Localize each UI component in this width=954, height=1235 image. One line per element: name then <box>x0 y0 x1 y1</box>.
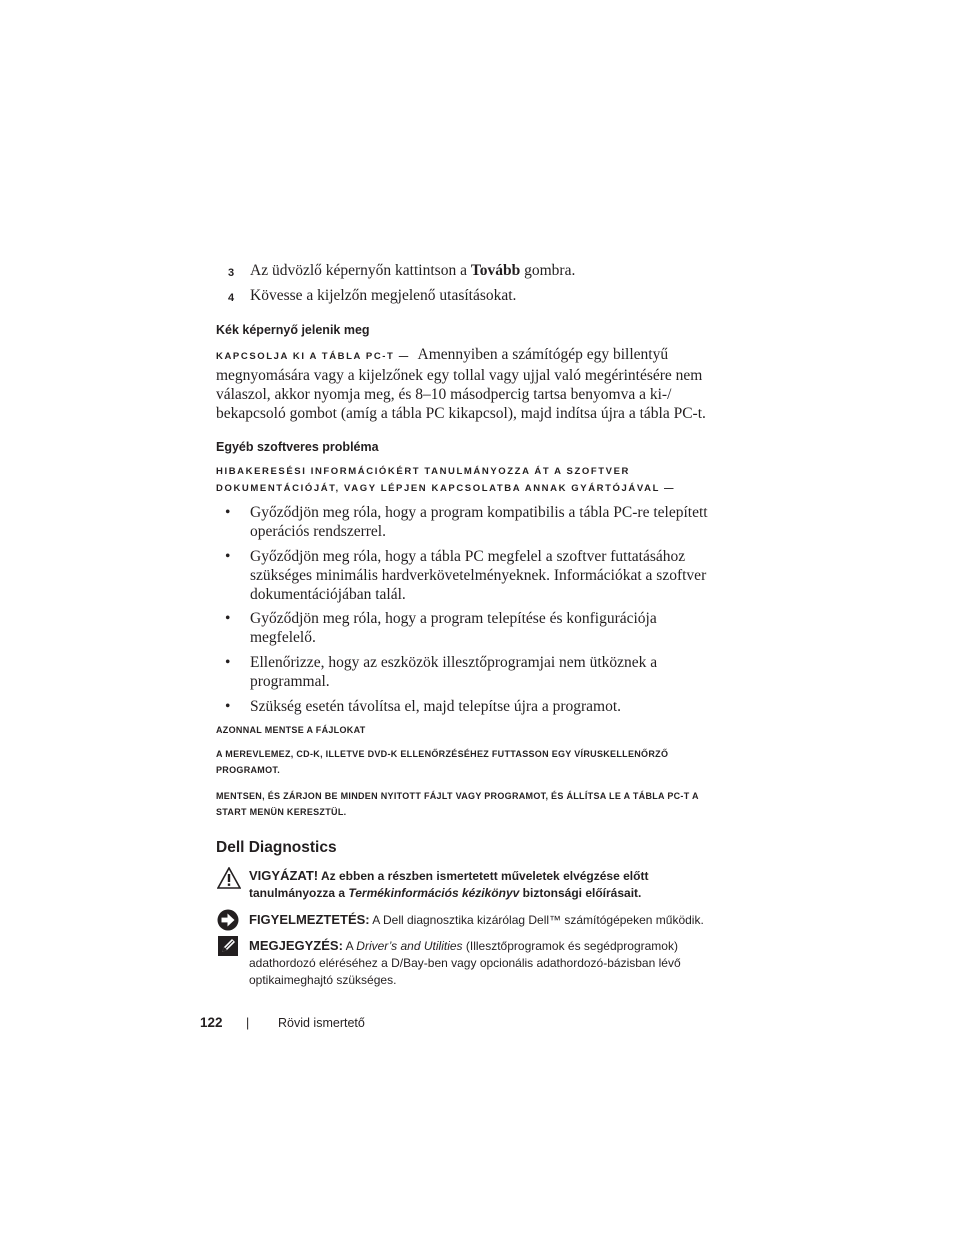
lead-in-line: DOKUMENTÁCIÓJÁT, VAGY LÉPJEN KAPCSOLATBA ANNAK GYÁRTÓJÁVAL — <box>216 483 676 494</box>
step-number: 3 <box>228 267 235 279</box>
step-bold-term: Tovább <box>470 262 521 279</box>
step-number: 4 <box>228 292 235 304</box>
section-heading-blue-screen: Kék képernyő jelenik meg <box>216 323 370 337</box>
caution-text: Az ebben a részben ismertetett műveletek elvégzése előtt <box>318 869 649 883</box>
notice-note <box>249 911 719 929</box>
notice-arrow-icon <box>217 909 241 931</box>
instruction-shutdown <box>216 788 716 820</box>
instruction-virus-scan <box>216 746 716 778</box>
instruction-save-files <box>216 722 716 738</box>
caution-text: biztonsági előírásait. <box>519 886 642 900</box>
caution-text: tanulmányozza a <box>249 886 349 900</box>
bullet-line: Győződjön meg róla, hogy a tábla PC megfelel a szoftver futtatásához <box>250 548 686 565</box>
bullet-line: Ellenőrizze, hogy az eszközök illesztőprogramjai nem ütköznek a <box>250 654 658 671</box>
step-text: Az üdvözlő képernyőn kattintson a <box>250 262 471 279</box>
caution-label: VIGYÁZAT! <box>249 868 319 883</box>
note-pencil-icon <box>217 935 241 957</box>
bullet-line: szükséges minimális hardverkövetelményeknek. Információkat a szoftver <box>250 567 707 584</box>
step-text: Kövesse a kijelzőn megjelenő utasításokat. <box>250 287 517 304</box>
notice-text: A Dell diagnosztika kizárólag Dell™ számítógépeken működik. <box>369 913 704 927</box>
section-heading-dell-diagnostics: Dell Diagnostics <box>216 839 337 856</box>
other-software-lead <box>216 463 716 497</box>
instruction-line: MENTSEN, ÉS ZÁRJON BE MINDEN NYITOTT FÁJLT VAGY PROGRAMOT, ÉS ÁLLÍTSA LE A TÁBLA PC-T A <box>216 791 699 801</box>
paragraph-line: válaszol, akkor nyomja meg, és 8–10 másodpercig tartsa benyomva a ki-/ <box>216 386 672 403</box>
bullet-glyph: • <box>225 654 231 671</box>
footer-separator: | <box>246 1016 250 1030</box>
instruction-line: A MEREVLEMEZ, CD-K, ILLETVE DVD-K ELLENŐRZÉSÉHEZ FUTTASSON EGY VÍRUSKELLENŐRZŐ <box>216 749 669 759</box>
note-block <box>249 937 719 989</box>
bullet-line: operációs rendszerrel. <box>250 523 386 540</box>
bullet-line: megfelelő. <box>250 629 316 646</box>
bullet-line: Győződjön meg róla, hogy a program kompatibilis a tábla PC-re telepített <box>250 504 708 521</box>
bullet-line: programmal. <box>250 673 330 690</box>
bullet-glyph: • <box>225 698 231 715</box>
section-heading-other-software: Egyéb szoftveres probléma <box>216 440 379 454</box>
paragraph-line: bekapcsoló gombot (amíg a tábla PC kikapcsol), majd indítsa újra a tábla PC-t. <box>216 405 706 422</box>
notice-label: FIGYELMEZTETÉS: <box>249 912 370 927</box>
paragraph-line: Amennyiben a számítógép egy billentyű <box>417 346 669 363</box>
note-line: optikaimeghajtó szükséges. <box>249 973 397 987</box>
instruction-line: PROGRAMOT. <box>216 765 281 775</box>
bullet-glyph: • <box>225 610 231 627</box>
step-text-end: gombra. <box>520 262 576 279</box>
bullet-glyph: • <box>225 504 231 521</box>
note-label: MEGJEGYZÉS: <box>249 938 343 953</box>
note-emphasis: Driver’s and Utilities <box>356 939 463 953</box>
instruction-line: START MENÜN KERESZTÜL. <box>216 807 347 817</box>
caution-emphasis: Termékinformációs kézikönyv <box>348 886 520 900</box>
blue-screen-paragraph <box>216 345 716 423</box>
note-line: adathordozó eléréséhez a D/Bay-ben vagy opcionális adathordozó-bázisban lévő <box>249 956 681 970</box>
footer-title: Rövid ismertető <box>278 1016 365 1030</box>
bullet-line: Győződjön meg róla, hogy a program telepítése és konfigurációja <box>250 610 657 627</box>
instruction-line: AZONNAL MENTSE A FÁJLOKAT <box>216 725 366 735</box>
caution-note <box>249 867 719 902</box>
paragraph-line: megnyomására vagy a kijelzőnek egy tollal vagy ujjal való megérintésére nem <box>216 367 703 384</box>
bullet-line: dokumentációjában talál. <box>250 586 406 603</box>
note-text: A <box>342 939 357 953</box>
lead-in-line: HIBAKERESÉSI INFORMÁCIÓKÉRT TANULMÁNYOZZA ÁT A SZOFTVER <box>216 466 630 477</box>
lead-in: KAPCSOLJA KI A TÁBLA PC-T — <box>216 351 410 362</box>
bullet-glyph: • <box>225 548 231 565</box>
page-number: 122 <box>200 1015 223 1030</box>
caution-icon <box>217 867 241 889</box>
bullet-line: Szükség esetén távolítsa el, majd telepítse újra a programot. <box>250 698 622 715</box>
note-text: (Illesztőprogramok és segédprogramok) <box>462 939 678 953</box>
